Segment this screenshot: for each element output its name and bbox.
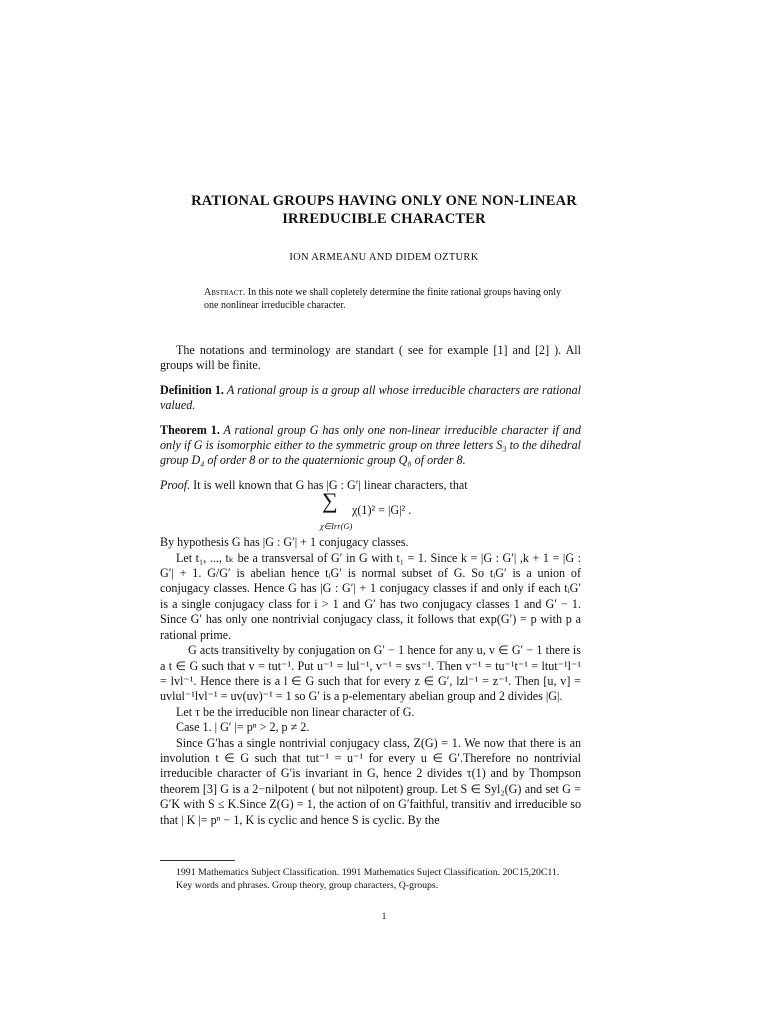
page-number: 1 <box>381 912 387 922</box>
definition <box>160 383 581 414</box>
theorem-label: Theorem 1. <box>160 422 220 437</box>
sum-equation <box>160 488 581 532</box>
authors: ION ARMEANU AND DIDEM OZTURK <box>289 252 479 263</box>
proof-start <box>160 478 581 493</box>
paragraph-3: G acts transitivelty by conjugation on G′ − 1 hence for any u, v ∈ G′ − 1 there is a t ∈ G such that v = tut⁻¹. Put u⁻¹ = lul⁻¹, v⁻¹ = svs⁻¹. Then v⁻¹ = tu⁻¹t⁻¹ = ltut⁻¹l⁻¹ = lvl⁻¹. Hence there is a l ∈ G such that for every z ∈ G′, lzl⁻¹ = z⁻¹. Then [u, v] = uvlul⁻¹lvl⁻¹ = uv(uv)⁻¹ = 1 so G′ is a p-elementary abelian group and 2 divides |G|. <box>160 643 581 704</box>
paragraph-5: Case 1. | G′ |= pⁿ > 2, p ≠ 2. <box>176 720 310 735</box>
definition-label: Definition 1. <box>160 382 224 397</box>
abstract-label: Abstract. <box>204 287 246 298</box>
abstract-text: In this note we shall copletely determine the finite rational groups having only one nonlinear irreducible character. <box>204 287 561 311</box>
definition-text: A rational group is a group all whose irreducible characters are rational valued. <box>160 382 581 413</box>
footnote-keywords: Key words and phrases. Group theory, group characters, Q-groups. <box>176 880 439 891</box>
footnote-classification: 1991 Mathematics Subject Classification. 1991 Mathematics Suject Classification. 20C15,20C11. <box>176 867 560 878</box>
paragraph-2: Let t₁, ..., tₖ be a transversal of G′ in G with t₁ = 1. Since k = |G : G′| ,k + 1 = |G : G′| + 1. G/G′ is abelian hence tᵢG′ is normal subset of G. So tᵢG′ is a union of conjugacy classes. Hence G has |G : G′| + 1 conjugacy classes if and only if each tᵢG′ is a single conjugacy class for i > 1 and G′ has two conjugacy classes 1 and G′ − 1. Since G′ has only one nontrivial conjugacy class, it follows that exp(G′) = p with p a rational prime. <box>160 550 581 642</box>
sum-symbol: ∑ <box>322 488 338 514</box>
footnotes <box>160 866 581 892</box>
sum-rhs: χ(1)² = |G|² . <box>352 503 412 518</box>
theorem <box>160 423 581 469</box>
paragraph-1: By hypothesis G has |G : G′| + 1 conjugacy classes. <box>160 535 409 550</box>
proof-label: Proof. <box>160 477 191 492</box>
paper-title-line-1: RATIONAL GROUPS HAVING ONLY ONE NON-LINEAR <box>191 193 577 209</box>
paragraph-4: Let τ be the irreducible non linear character of G. <box>176 704 415 719</box>
abstract <box>204 286 564 312</box>
body-text <box>160 343 581 828</box>
theorem-text: A rational group G has only one non-linear irreducible character if and only if G is isomorphic either to the symmetric group on three letters S₃ to the dihedral group D₄ of order 8 or to the quaternionic group Q₈ of order 8. <box>160 422 581 468</box>
proof-text: It is well known that G has |G : G′| linear characters, that <box>190 477 468 492</box>
footnote-rule <box>160 860 235 861</box>
paper-title-line-2: IRREDUCIBLE CHARACTER <box>282 211 486 227</box>
paragraph-6: Since G′has a single nontrivial conjugacy class, Z(G) = 1. We now that there is an involution t ∈ G such that tut⁻¹ = u⁻¹ for every u ∈ G′.Therefore no nontrivial irreducible character of G′is invariant in G, hence 2 divides τ(1) and by Thompson theorem [3] G is a 2−nilpotent ( but not nilpotent) group. Let S ∈ Syl₂(G) and set G = G′K with S ≤ K.Since Z(G) = 1, the action of on G′faithful, transitiv and irreducible so that | K |= pⁿ − 1, K is cyclic and hence S is cyclic. By the <box>160 735 581 827</box>
sum-subscript: χ∈Irr(G) <box>320 521 353 532</box>
intro-paragraph: The notations and terminology are standart ( see for example [1] and [2] ). All groups will be finite. <box>160 343 581 373</box>
